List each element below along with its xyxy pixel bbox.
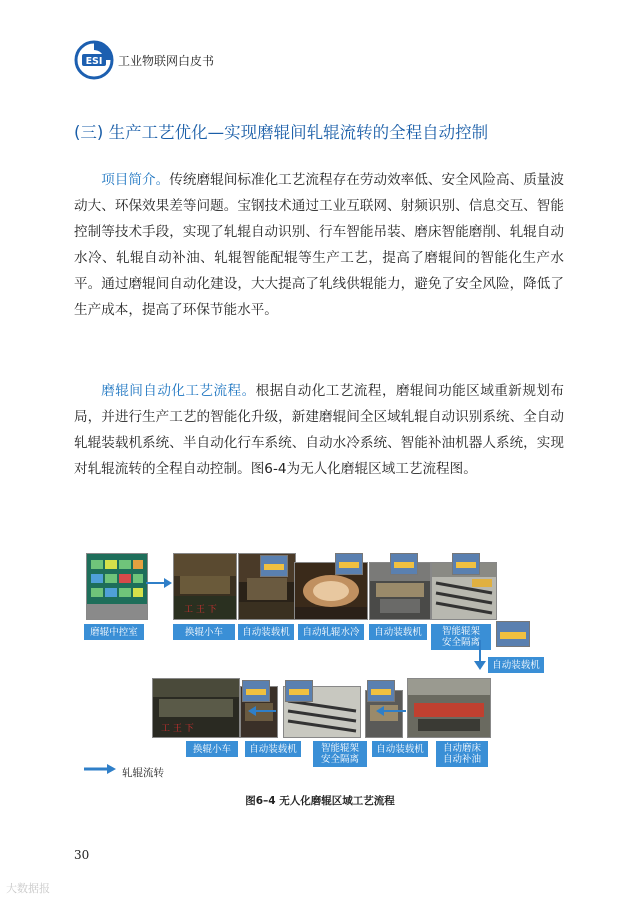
flow-arrow-left-icon — [248, 706, 276, 716]
paragraph-process-flow — [74, 378, 564, 482]
paragraph-body: 根据自动化工艺流程，磨辊间功能区域重新规划布局，并进行生产工艺的智能化升级，新建磨辊间全区域轧辊自动识别系统、全自动轧辊装载机系统、半自动化行车系统、自动水冷系统、智能补油机器人系统，实现对轧辊流转的全程自动控制。图6-4为无人化磨辊区域工艺流程图。 — [74, 383, 565, 477]
flow-step-auto-loader: 自动装载机 — [369, 624, 427, 640]
flow-step-auto-loader: 自动装载机 — [238, 624, 294, 640]
flow-step-control-room: 磨辊中控室 — [84, 624, 144, 640]
paragraph-lead: 磨辊间自动化工艺流程。 — [101, 383, 256, 399]
thumbnail-crane — [390, 553, 418, 575]
paragraph-project-intro — [74, 167, 564, 323]
photo-auto-grinder — [407, 678, 491, 738]
flow-step-smart-roll-rack-2: 智能辊架 安全隔离 — [313, 741, 367, 767]
document-title: 工业物联网白皮书 — [118, 54, 215, 68]
page-number: 30 — [74, 848, 90, 862]
thumbnail-crane — [452, 553, 480, 575]
flow-step-auto-water-cooling: 自动轧辊水冷 — [298, 624, 364, 640]
thumbnail-crane — [285, 680, 313, 702]
thumbnail-crane — [260, 555, 288, 577]
thumbnail-crane — [367, 680, 395, 702]
flow-step-smart-roll-rack: 智能辊架 安全隔离 — [431, 624, 491, 650]
flow-arrow-left-icon — [376, 706, 406, 716]
photo-roll-change-car — [173, 553, 237, 620]
svg-text:工 王 下: 工 王 下 — [161, 724, 194, 734]
flow-step-roll-change-car: 换辊小车 — [173, 624, 235, 640]
section-heading: (三) 生产工艺优化—实现磨辊间轧辊流转的全程自动控制 — [74, 123, 489, 142]
watermark-text: 大数据报 — [6, 882, 50, 895]
svg-text:工 王 下: 工 王 下 — [184, 605, 217, 615]
photo-control-room — [86, 553, 148, 620]
flow-step-auto-loader-3: 自动装载机 — [372, 741, 428, 757]
thumbnail-crane — [335, 553, 363, 575]
thumbnail-crane — [496, 621, 530, 647]
thumbnail-crane — [242, 680, 270, 702]
flow-arrow-down-icon — [474, 640, 486, 670]
paragraph-lead: 项目简介。 — [101, 172, 170, 188]
figure-caption: 图6–4 无人化磨辊区域工艺流程 — [245, 795, 395, 807]
logo-text: ESI — [85, 56, 103, 67]
flow-arrow-right-icon — [146, 578, 172, 588]
flow-step-auto-loader-side: 自动装载机 — [488, 657, 544, 673]
flow-step-roll-change-car-2: 换辊小车 — [186, 741, 238, 757]
esi-logo-icon — [74, 40, 114, 80]
photo-roll-change-car-2 — [152, 678, 240, 738]
flow-step-auto-loader-2: 自动装载机 — [245, 741, 301, 757]
paragraph-body: 传统磨辊间标准化工艺流程存在劳动效率低、安全风险高、质量波动大、环保效果差等问题。宝钢技术通过工业互联网、射频识别、信息交互、智能控制等技术手段，实现了轧辊自动识别、行车智能吊装、磨床智能磨削、轧辊自动水冷、轧辊自动补油、轧辊智能配辊等生产工艺，提高了磨辊间的智能化生产水平。通过磨辊间自动化建设，大大提高了轧线供辊能力，避免了安全风险，降低了生产成本，提高了环保节能水平。 — [74, 172, 565, 318]
legend-arrow-icon — [84, 764, 116, 774]
flow-step-auto-grinder: 自动磨床 自动补油 — [436, 741, 488, 767]
legend-label: 轧辊流转 — [122, 767, 164, 779]
